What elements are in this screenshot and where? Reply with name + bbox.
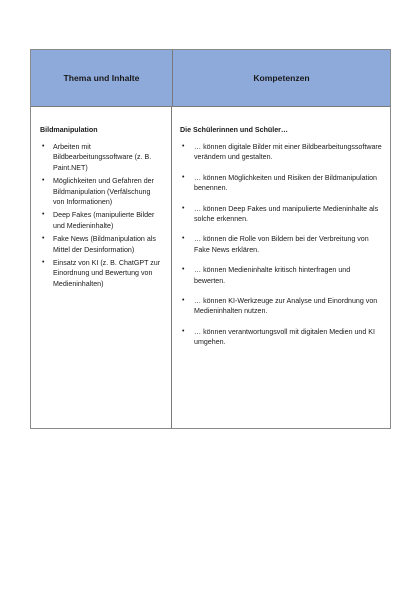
topics-cell	[31, 107, 172, 428]
competency-item	[180, 142, 382, 163]
curriculum-table	[30, 49, 391, 429]
header-topics: Thema und Inhalte	[31, 50, 173, 106]
topic-item-text: Deep Fakes (manipulierte Bilder und Medieninhalte)	[53, 211, 155, 230]
topic-item	[40, 142, 163, 173]
competency-item-text: … können KI-Werkzeuge zur Analyse und Einordnung von Medieninhalten nutzen.	[194, 297, 378, 316]
competency-item-text: … können die Rolle von Bildern bei der Verbreitung von Fake News erklären.	[194, 235, 369, 254]
competency-item-text: … können Deep Fakes und manipulierte Medieninhalte als solche erkennen.	[194, 204, 379, 224]
competency-item	[180, 327, 382, 348]
competencies-cell	[172, 107, 390, 428]
topic-item-text: Möglichkeiten und Gefahren der Bildmanipulation (Verfälschung von Informationen)	[53, 177, 154, 207]
bullet-icon: •	[42, 177, 45, 185]
table-body-row	[31, 107, 390, 428]
topic-item-text: Einsatz von KI (z. B. ChatGPT zur Einordnung und Bewertung von Medieninhalten)	[53, 259, 161, 288]
bullet-icon: •	[182, 327, 185, 335]
competency-item	[180, 234, 382, 255]
competencies-list	[180, 142, 382, 348]
table-header-row	[31, 50, 390, 107]
topic-item-text: Fake News (Bildmanipulation als Mittel der Desinformation)	[53, 235, 156, 254]
topics-title: Bildmanipulation	[40, 126, 98, 134]
competency-item-text: … können Möglichkeiten und Risiken der Bildmanipulation benennen.	[194, 173, 377, 193]
bullet-icon: •	[42, 235, 45, 243]
competency-item	[180, 173, 382, 194]
topic-item	[40, 258, 163, 289]
header-competencies: Kompetenzen	[253, 73, 310, 83]
bullet-icon: •	[182, 204, 185, 212]
competency-item-text: … können digitale Bilder mit einer Bildbearbeitungssoftware verändern und gestalten.	[194, 143, 382, 162]
topic-item	[40, 176, 163, 207]
topics-list	[40, 142, 163, 289]
bullet-icon: •	[182, 235, 185, 243]
competency-item	[180, 265, 382, 286]
bullet-icon: •	[182, 297, 185, 305]
competency-item-text: … können Medieninhalte kritisch hinterfragen und bewerten.	[194, 266, 351, 285]
competencies-title: Die Schülerinnen und Schüler…	[180, 126, 288, 134]
bullet-icon: •	[182, 266, 185, 274]
topic-item	[40, 210, 163, 231]
bullet-icon: •	[42, 143, 45, 150]
competency-item	[180, 204, 382, 225]
competency-item-text: … können verantwortungsvoll mit digitalen Medien und KI umgehen.	[194, 327, 375, 347]
bullet-icon: •	[42, 259, 45, 267]
bullet-icon: •	[42, 211, 45, 219]
competency-item	[180, 296, 382, 317]
topic-item-text: Arbeiten mit Bildbearbeitungssoftware (z. B. Paint.NET)	[53, 143, 152, 172]
bullet-icon: •	[182, 143, 185, 150]
topic-item	[40, 234, 163, 255]
bullet-icon: •	[182, 173, 185, 181]
